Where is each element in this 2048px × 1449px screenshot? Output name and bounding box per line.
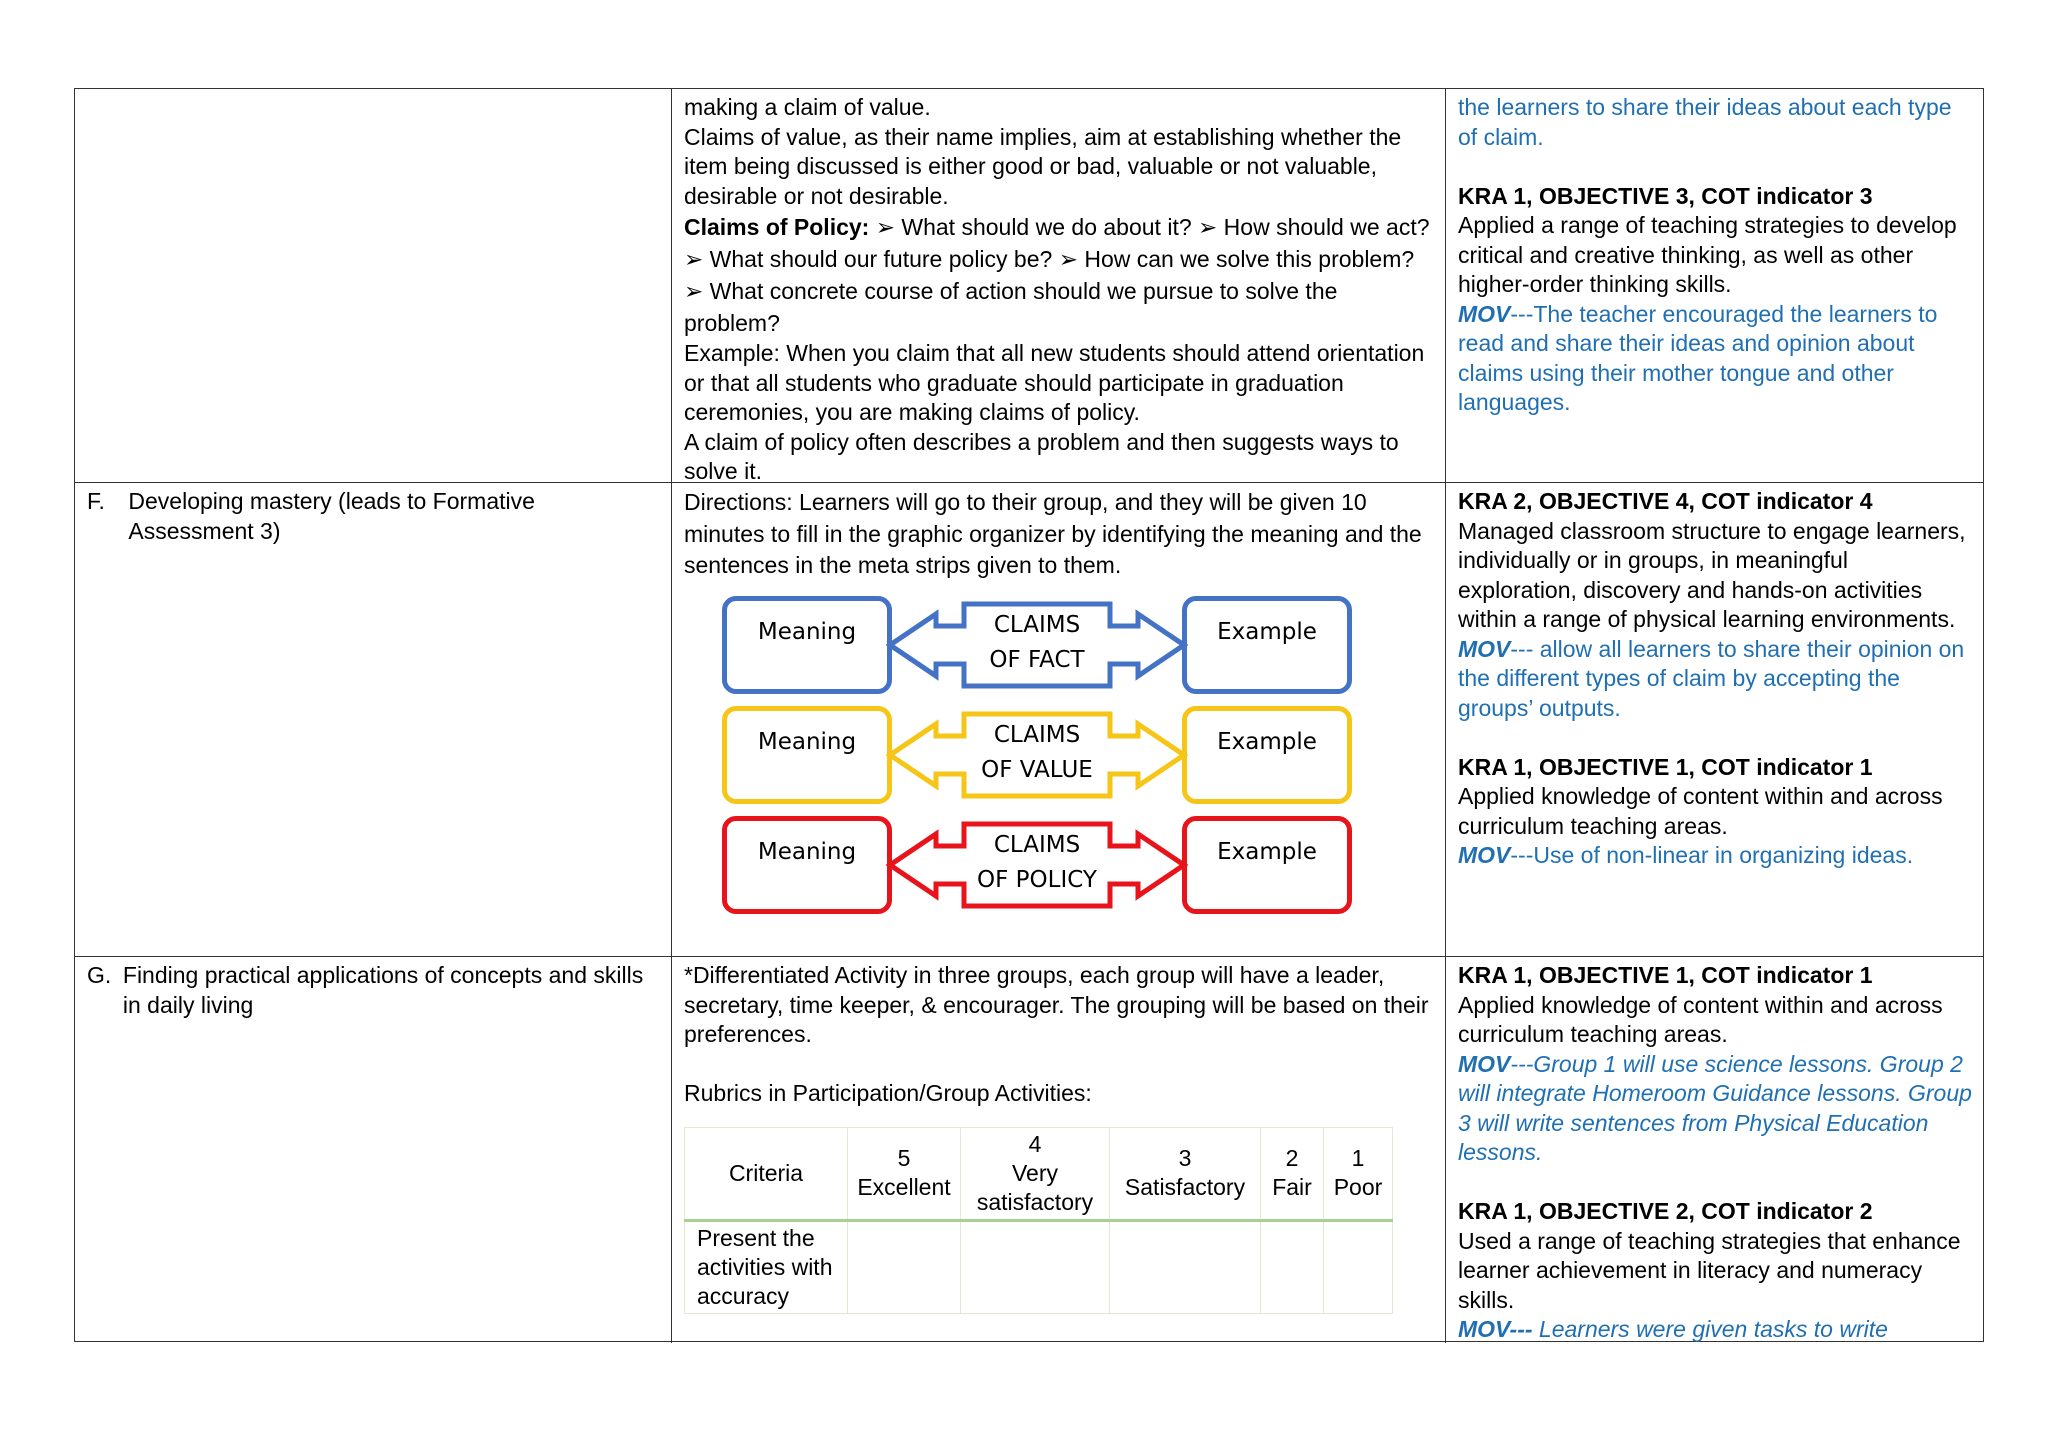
claims-of-policy-heading: Claims of Policy: bbox=[684, 214, 870, 240]
mov-text: Learners were given tasks to write bbox=[1532, 1316, 1888, 1342]
kra-heading: KRA 1, OBJECTIVE 1, COT indicator 1 bbox=[1458, 962, 1873, 988]
mov-text: ---The teacher encouraged the learners to read and share their ideas and opinion about claims using their mother tongue and other languages. bbox=[1458, 300, 1938, 415]
policy-example: Example: When you claim that all new students should attend orientation or that all students who graduate should participate in graduation ceremonies, you are making claims of policy. bbox=[684, 340, 1425, 425]
table-row bbox=[75, 89, 1983, 482]
claim-type-label: CLAIMS OF VALUE bbox=[981, 721, 1093, 783]
directions-text: Directions: Learners will go to their group, and they will be given 10 minutes to fill in the graphic organizer by identifying the meaning and the sentences in the meta strips given to them. bbox=[684, 489, 1422, 578]
rubric-criteria-cell: Present the activities with accuracy bbox=[685, 1220, 848, 1313]
example-box: Example bbox=[1182, 816, 1352, 914]
procedure-cell bbox=[672, 483, 1446, 956]
example-box: Example bbox=[1182, 596, 1352, 694]
remarks-cell bbox=[1446, 483, 1985, 956]
step-label bbox=[87, 487, 659, 546]
step-title: Developing mastery (leads to Formative Assessment 3) bbox=[128, 488, 535, 544]
rubric-header-row bbox=[685, 1127, 1393, 1220]
meaning-box: Meaning bbox=[722, 816, 892, 914]
mov-label: MOV bbox=[1458, 1050, 1511, 1077]
rubric-header-cell: 5 Excellent bbox=[848, 1127, 961, 1220]
rubric-header-cell: 3 Satisfactory bbox=[1110, 1127, 1261, 1220]
mov-label: MOV--- bbox=[1458, 1316, 1533, 1342]
rubric-cell bbox=[1261, 1220, 1324, 1313]
kra-description: Used a range of teaching strategies that enhance learner achievement in literacy and numeracy skills. bbox=[1458, 1227, 1961, 1313]
mov-label: MOV bbox=[1458, 842, 1511, 868]
mov-label: MOV bbox=[1458, 635, 1511, 662]
rubric-cell bbox=[1110, 1220, 1261, 1313]
table-row bbox=[75, 482, 1983, 956]
claim-type-label: CLAIMS OF POLICY bbox=[977, 831, 1097, 893]
mov-note bbox=[1458, 300, 1973, 418]
kra-heading: KRA 1, OBJECTIVE 3, COT indicator 3 bbox=[1458, 182, 1873, 209]
mov-note bbox=[1458, 1050, 1973, 1168]
meaning-box: Meaning bbox=[722, 596, 892, 694]
procedure-cell bbox=[672, 957, 1446, 1343]
example-box: Example bbox=[1182, 706, 1352, 804]
rubric-header-criteria: Criteria bbox=[685, 1127, 848, 1220]
table-row bbox=[75, 956, 1983, 1343]
mov-text: ---Use of non-linear in organizing ideas. bbox=[1510, 842, 1914, 868]
rubric-cell bbox=[961, 1220, 1110, 1313]
step-letter: F. bbox=[87, 488, 105, 514]
kra-description: Applied knowledge of content within and across curriculum teaching areas. bbox=[1458, 991, 1943, 1047]
policy-description: A claim of policy often describes a problem and then suggests ways to solve it. bbox=[684, 428, 1399, 484]
row-label-cell bbox=[75, 89, 672, 482]
row-label-cell bbox=[75, 483, 672, 956]
remarks-cell bbox=[1446, 89, 1985, 482]
step-label bbox=[87, 961, 659, 1020]
lesson-plan-table bbox=[74, 88, 1984, 1342]
mov-note bbox=[1458, 841, 1973, 871]
row-label-cell bbox=[75, 957, 672, 1343]
claims-of-value-paragraph: Claims of value, as their name implies, aim at establishing whether the item being discussed is either good or bad, valuable or not valuable, desirable or not desirable. bbox=[684, 123, 1402, 209]
rubric-title: Rubrics in Participation/Group Activities: bbox=[684, 1080, 1092, 1106]
claim-type-label: CLAIMS OF FACT bbox=[989, 611, 1085, 673]
step-letter: G. bbox=[87, 962, 112, 988]
kra-heading: KRA 1, OBJECTIVE 1, COT indicator 1 bbox=[1458, 753, 1873, 780]
kra-description: Applied a range of teaching strategies to develop critical and creative thinking, as well as other higher-order thinking skills. bbox=[1458, 212, 1957, 297]
mov-text: --- allow all learners to share their opinion on the different types of claim by accepting the groups’ outputs. bbox=[1458, 635, 1965, 721]
mov-note bbox=[1458, 1315, 1973, 1345]
remark-continued: the learners to share their ideas about each type of claim. bbox=[1458, 94, 1952, 150]
kra-description: Managed classroom structure to engage learners, individually or in groups, in meaningful exploration, discovery and hands-on activities within a range of physical learning environments. bbox=[1458, 517, 1966, 632]
mov-label: MOV bbox=[1458, 300, 1511, 327]
rubric-header-cell: 2 Fair bbox=[1261, 1127, 1324, 1220]
claims-of-policy-paragraph bbox=[684, 211, 1433, 339]
rubric-cell bbox=[1324, 1220, 1393, 1313]
mov-note bbox=[1458, 635, 1973, 724]
rubric-cell bbox=[848, 1220, 961, 1313]
step-title: Finding practical applications of concepts and skills in daily living bbox=[122, 962, 644, 1018]
kra-heading: KRA 2, OBJECTIVE 4, COT indicator 4 bbox=[1458, 488, 1873, 514]
activity-text: *Differentiated Activity in three groups, each group will have a leader, secretary, time keeper, & encourager. The grouping will be based on their preferences. bbox=[684, 962, 1429, 1047]
claim-value-line: making a claim of value. bbox=[684, 94, 931, 120]
remarks-cell bbox=[1446, 957, 1985, 1343]
procedure-cell bbox=[672, 89, 1446, 482]
graphic-organizer bbox=[722, 596, 1362, 936]
meaning-box: Meaning bbox=[722, 706, 892, 804]
kra-description: Applied knowledge of content within and across curriculum teaching areas. bbox=[1458, 783, 1943, 839]
kra-heading: KRA 1, OBJECTIVE 2, COT indicator 2 bbox=[1458, 1198, 1873, 1224]
mov-text: ---Group 1 will use science lessons. Group 2 will integrate Homeroom Guidance lessons. Group 3 will write sentences from Physical Education lessons. bbox=[1458, 1050, 1972, 1165]
claims-of-policy-questions: ➢ What should we do about it? ➢ How should we act? ➢ What should our future policy be? ➢ How can we solve this problem? ➢ What concrete course of action should we pursue to solve the problem? bbox=[684, 214, 1430, 336]
rubric-table bbox=[684, 1127, 1393, 1314]
rubric-row bbox=[685, 1220, 1393, 1313]
rubric-header-cell: 4 Very satisfactory bbox=[961, 1127, 1110, 1220]
rubric-header-cell: 1 Poor bbox=[1324, 1127, 1393, 1220]
